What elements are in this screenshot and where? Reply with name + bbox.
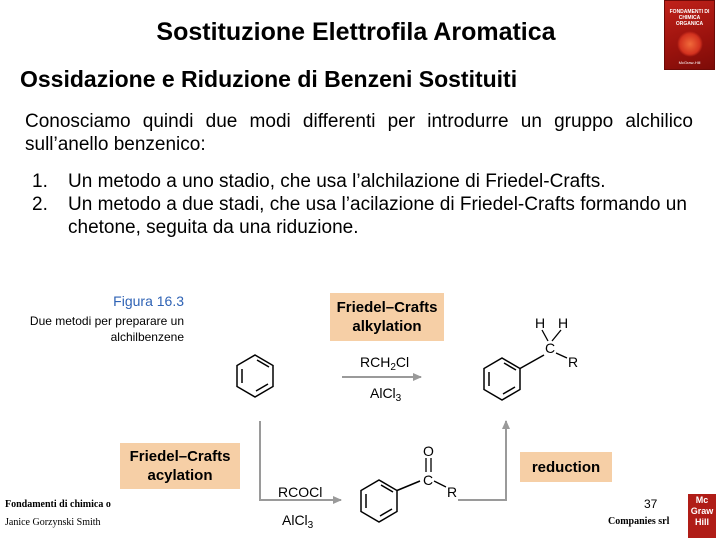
figure-description: Due metodi per preparare un alchilbenzene (29, 314, 184, 344)
footer-book-info (5, 496, 123, 532)
alkylation-box (330, 293, 444, 341)
list-item-text: Un metodo a due stadi, che usa l’acilazione di Friedel-Crafts formando un chetone, seguita da una riduzione. (68, 194, 687, 238)
catalyst-alkylation: AlCl$_3$ (370, 385, 402, 404)
footer-book-title: Fondamenti di chimica o (5, 499, 111, 510)
footer-author: Janice Gorzynski Smith (5, 517, 101, 528)
footer-publisher: Companies srl (608, 516, 670, 527)
catalyst-acylation: AlCl$_3$ (282, 512, 314, 531)
list-item-number: 1. (32, 171, 48, 192)
benzene-ring-icon (237, 355, 273, 397)
reagent-acylation: RCOCl (278, 484, 323, 500)
reagent-alkylation: $RCH_2Cl$ (360, 354, 410, 373)
acylation-box-line2: acylation (147, 467, 213, 484)
ketone-icon (361, 458, 446, 522)
book-cover-publisher: McGraw-Hill (678, 60, 701, 65)
book-cover-text: FONDAMENTI DI CHIMICA ORGANICA (669, 9, 710, 27)
figure-label: Figura 16.3 (113, 293, 184, 309)
mcgraw-hill-logo: Mc Graw Hill (688, 494, 716, 538)
slide-subtitle: Ossidazione e Riduzione di Benzeni Sostituiti (20, 66, 518, 92)
alkylation-box-line2: alkylation (352, 318, 422, 335)
acylation-box-line1: Friedel–Crafts (129, 448, 231, 465)
atom-r-ketone: R (447, 484, 458, 500)
acylation-box (120, 443, 240, 489)
atom-c-alkyl: C (545, 340, 556, 356)
reduction-arrow (458, 421, 506, 500)
alkylation-box-line1: Friedel–Crafts (336, 299, 438, 316)
list-item-text: Un metodo a uno stadio, che usa l’alchilazione di Friedel-Crafts. (68, 171, 606, 192)
atom-h-left: H (535, 315, 546, 331)
atom-h-right: H (558, 315, 569, 331)
intro-paragraph: Conosciamo quindi due modi differenti per introdurre un gruppo alchilico sull’anello benzenico: (25, 111, 693, 155)
atom-r-alkyl: R (568, 354, 579, 370)
slide-title: Sostituzione Elettrofila Aromatica (156, 18, 556, 46)
reduction-box (520, 452, 612, 482)
atom-o: O (423, 443, 434, 459)
atom-c-ketone: C (423, 472, 434, 488)
list-item-number: 2. (32, 194, 48, 215)
page-number: 37 (644, 497, 658, 511)
reduction-box-label: reduction (531, 458, 601, 476)
